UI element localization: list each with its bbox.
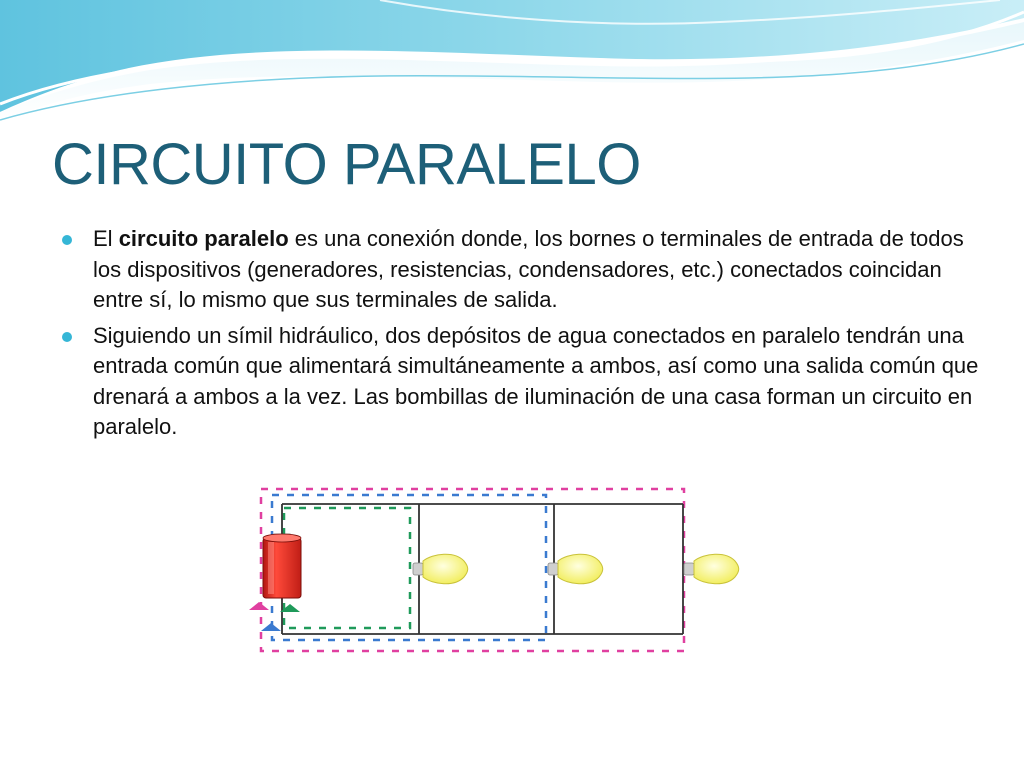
light-bulb-icon — [684, 554, 739, 584]
battery-icon — [263, 534, 301, 598]
current-arrow-icon — [261, 623, 281, 631]
bullet-text-rest: es una conexión donde, los bornes o terminales de entrada de todos los dispositivos (generadores, resistencias, condensadores, etc.) conectados coincidan entre sí, lo mismo que sus terminales de salida. — [93, 226, 964, 312]
current-arrow-icon — [249, 602, 269, 610]
wave-header-decoration — [0, 0, 1024, 130]
slide-title: CIRCUITO PARALELO — [52, 132, 641, 197]
current-loop-inner — [284, 508, 410, 628]
light-bulb-icon — [548, 554, 603, 584]
bullet-dot-icon — [62, 332, 72, 342]
bullet-text-bold: circuito paralelo — [118, 226, 289, 251]
bullet-item — [60, 224, 980, 316]
parallel-circuit-diagram — [232, 474, 752, 668]
bullet-list — [60, 224, 980, 448]
bullet-text: Siguiendo un símil hidráulico, dos depósitos de agua conectados en paralelo tendrán una entrada común que alimentará simultáneamente a ambos, así como una salida común que drenará a ambos a la vez. Las bombillas de iluminación de una casa forman un circuito en paralelo. — [93, 322, 979, 439]
bullet-dot-icon — [62, 235, 72, 245]
circuit-wires — [282, 504, 683, 634]
bullet-text-prefix: El — [93, 226, 119, 251]
current-loop-outer — [261, 489, 684, 651]
light-bulb-icon — [413, 554, 468, 584]
bullet-item — [60, 321, 980, 443]
